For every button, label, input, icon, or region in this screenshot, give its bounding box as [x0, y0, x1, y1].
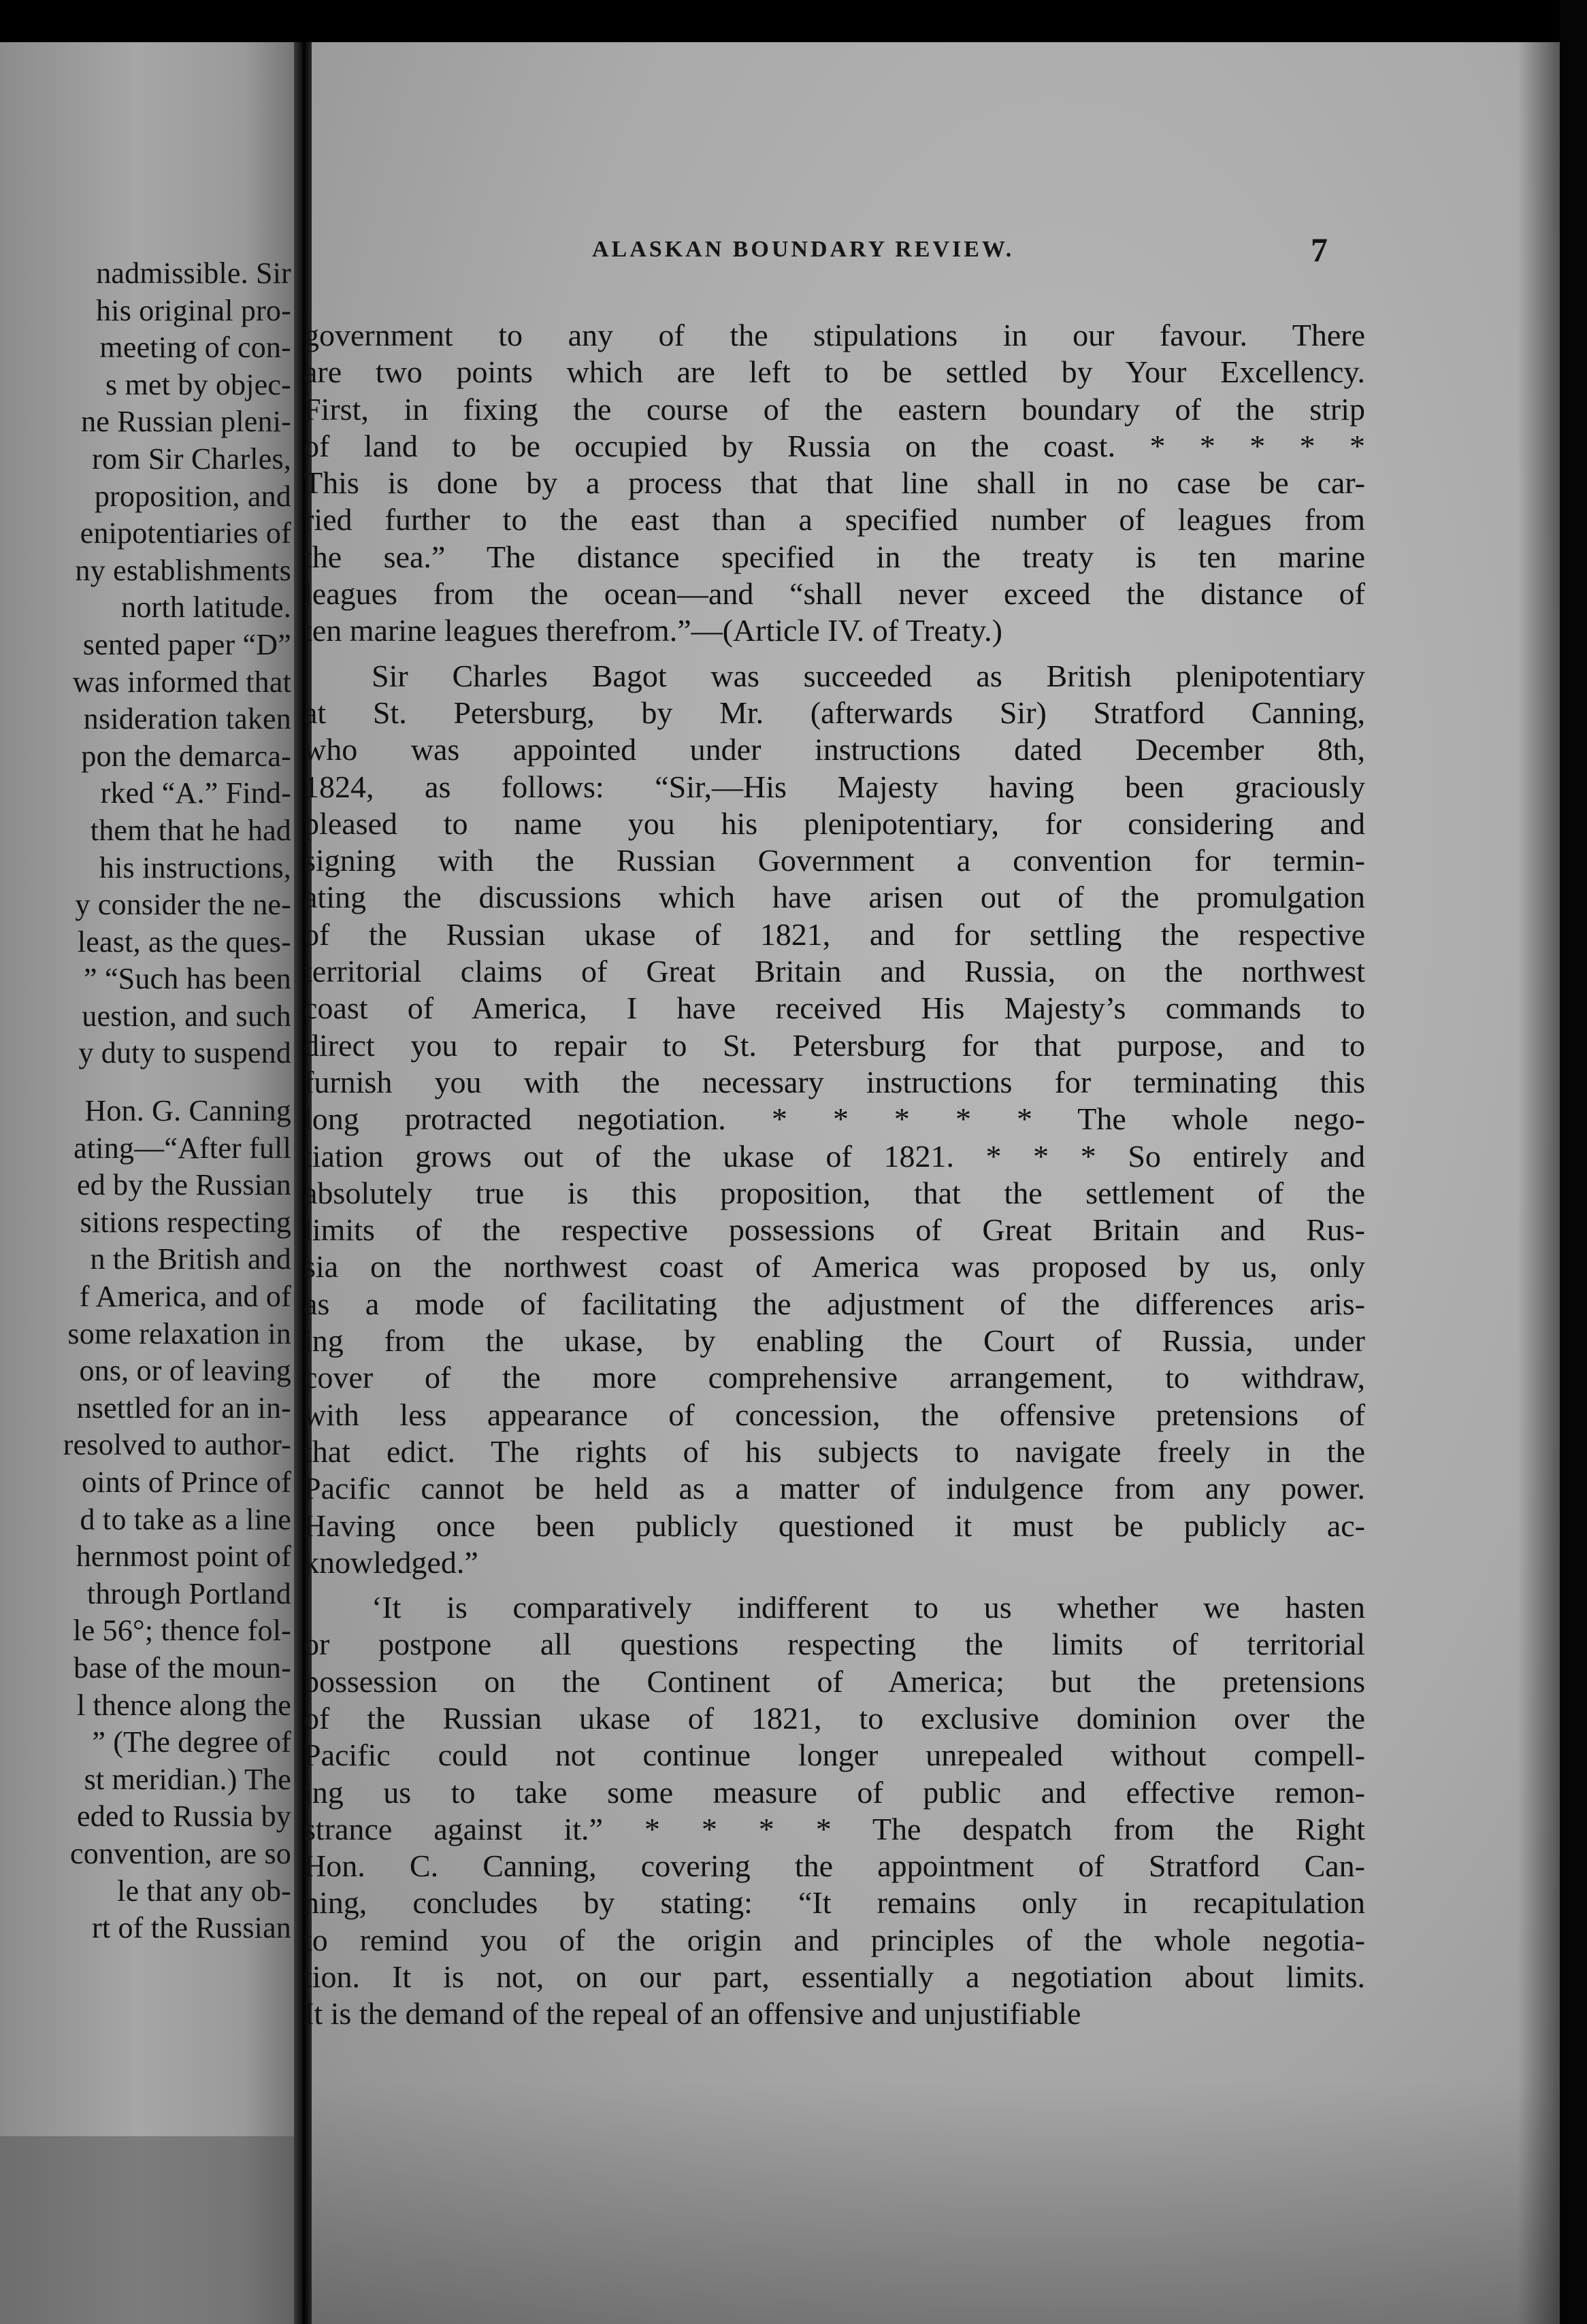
body-text-line: ‘It is comparatively indifferent to us whether we hasten	[372, 1590, 1365, 1625]
body-text-line: ating the discussions which have arisen out of the promulgation	[304, 880, 1365, 915]
body-text-line: tiation grows out of the ukase of 1821. * * * So entirely and	[304, 1138, 1365, 1174]
body-text-line: the sea.” The distance specified in the treaty is ten marine	[304, 539, 1365, 574]
left-text-line: was informed that	[72, 665, 291, 699]
paragraph-gap	[304, 1581, 1365, 1589]
bottom-shadow	[312, 2082, 1560, 2324]
body-text-line: with less appearance of concession, the offensive pretensions of	[304, 1397, 1365, 1432]
body-text-line: as a mode of facilitating the adjustment of the differences aris-	[304, 1286, 1365, 1321]
body-text-line: pleased to name you his plenipotentiary, for considering and	[304, 806, 1365, 841]
scan-border-top	[0, 0, 1587, 42]
body-text-line: First, in fixing the course of the eastern boundary of the strip	[304, 391, 1365, 427]
left-text-line: ons, or of leaving	[79, 1354, 291, 1388]
body-text-line: leagues from the ocean—and “shall never exceed the distance of	[304, 576, 1365, 612]
body-text-line: coast of America, I have received His Majesty’s commands to	[304, 991, 1365, 1026]
left-text-line: ” “Such has been	[84, 962, 291, 996]
left-text-line: meeting of con-	[99, 331, 291, 365]
body-text-line: are two points which are left to be settled by Your Excellency.	[304, 354, 1365, 390]
left-text-line: n the British and	[90, 1242, 291, 1276]
left-text-line: y consider the ne-	[75, 888, 291, 922]
left-text-line: f America, and of	[79, 1280, 291, 1314]
left-text-line: sented paper “D”	[82, 627, 291, 661]
body-text-line: of the Russian ukase of 1821, to exclusive dominion over the	[304, 1700, 1365, 1736]
body-text-line: strance against it.” * * * * The despatch from the Right	[304, 1811, 1365, 1846]
left-text-line: his instructions,	[99, 850, 291, 884]
body-text-line: absolutely true is this proposition, that the settlement of the	[304, 1175, 1365, 1210]
left-text-line: rom Sir Charles,	[92, 442, 291, 476]
left-text-line: le that any ob-	[117, 1874, 291, 1908]
left-text-line: y duty to suspend	[78, 1036, 291, 1070]
body-text-line: long protracted negotiation. * * * * * The whole nego-	[304, 1101, 1365, 1137]
body-text-line: ing us to take some measure of public and effective remon-	[304, 1774, 1365, 1810]
body-text-line: possession on the Continent of America; but the pretensions	[304, 1663, 1365, 1699]
left-text-line: rked “A.” Find-	[100, 776, 291, 810]
body-text-line: tion. It is not, on our part, essentially a negotiation about limits.	[304, 1959, 1365, 1995]
body-text-line: ning, concludes by stating: “It remains only in recapitulation	[304, 1885, 1365, 1921]
left-text-line: convention, are so	[70, 1836, 291, 1870]
left-text-line: some relaxation in	[67, 1316, 291, 1350]
left-text-line: d to take as a line	[80, 1502, 291, 1536]
body-text-line: ing from the ukase, by enabling the Court of Russia, under	[304, 1323, 1365, 1359]
body-text-line: sia on the northwest coast of America was proposed by us, only	[304, 1249, 1365, 1284]
left-text-line: eded to Russia by	[76, 1799, 291, 1833]
left-text-line: uestion, and such	[82, 999, 291, 1033]
body-text-line: ried further to the east than a specified number of leagues from	[304, 502, 1365, 537]
running-head: ALASKAN BOUNDARY REVIEW.	[592, 237, 1015, 262]
body-text-line: Pacific could not continue longer unrepealed without compell-	[304, 1738, 1365, 1773]
body-text-line: 1824, as follows: “Sir,—His Majesty having been graciously	[304, 769, 1365, 804]
left-text-line: least, as the ques-	[77, 925, 291, 959]
left-text-line: north latitude.	[121, 591, 291, 625]
right-page-text-column	[304, 317, 1365, 2033]
left-text-line: ” (The degree of	[92, 1725, 291, 1759]
left-page-shadow	[0, 2136, 305, 2324]
body-text-line: of the Russian ukase of 1821, and for settling the respective	[304, 916, 1365, 952]
body-text-line: to remind you of the origin and principles of the whole negotia-	[304, 1922, 1365, 1957]
page-number: 7	[1311, 231, 1328, 269]
left-text-line: sitions respecting	[80, 1205, 291, 1239]
left-text-line: his original pro-	[96, 293, 291, 327]
left-text-line: nadmissible. Sir	[96, 256, 291, 290]
body-text-line: or postpone all questions respecting the limits of territorial	[304, 1627, 1365, 1662]
left-text-line: le 56°; thence fol-	[73, 1614, 291, 1648]
body-text-line: that edict. The rights of his subjects to navigate freely in the	[304, 1433, 1365, 1469]
body-text-line: who was appointed under instructions dated December 8th,	[304, 732, 1365, 767]
body-text-line: at St. Petersburg, by Mr. (afterwards Sir) Stratford Canning,	[304, 695, 1365, 730]
left-text-line: rt of the Russian	[91, 1911, 291, 1945]
scan-border-right	[1560, 0, 1587, 2324]
body-text-line: limits of the respective possessions of Great Britain and Rus-	[304, 1212, 1365, 1248]
left-text-line: them that he had	[90, 813, 291, 847]
left-text-line: pon the demarca-	[81, 739, 291, 773]
body-text-line: Having once been publicly questioned it must be publicly ac-	[304, 1508, 1365, 1543]
left-text-line: base of the moun-	[73, 1650, 291, 1684]
left-text-line: ating—“After full	[73, 1131, 291, 1165]
body-text-line: cover of the more comprehensive arrangement, to withdraw,	[304, 1360, 1365, 1395]
left-page-text-column	[0, 255, 291, 1947]
left-text-line: st meridian.) The	[84, 1762, 291, 1796]
body-text-line: signing with the Russian Government a convention for termin-	[304, 843, 1365, 878]
body-text-line: Sir Charles Bagot was succeeded as British plenipotentiary	[372, 658, 1365, 693]
left-text-line: Hon. G. Canning	[84, 1094, 291, 1128]
paragraph-gap	[0, 1072, 291, 1093]
left-text-line: nsideration taken	[83, 702, 291, 736]
left-text-line: proposition, and	[94, 479, 291, 513]
left-text-line: nsettled for an in-	[76, 1391, 291, 1425]
body-text-line: government to any of the stipulations in our favour. There	[304, 318, 1365, 352]
left-text-line: ne Russian pleni-	[81, 405, 291, 439]
left-text-line: through Portland	[86, 1576, 291, 1610]
left-text-line: hernmost point of	[76, 1540, 291, 1574]
body-text-line: Hon. C. Canning, covering the appointment of Stratford Can-	[304, 1848, 1365, 1884]
left-text-line: s met by objec-	[105, 367, 291, 401]
body-text-line: territorial claims of Great Britain and Russia, on the northwest	[304, 954, 1365, 989]
left-text-line: oints of Prince of	[82, 1465, 291, 1499]
left-text-line: ny establishments	[75, 553, 291, 587]
body-text-line: direct you to repair to St. Petersburg for that purpose, and to	[304, 1027, 1365, 1063]
body-text-line: This is done by a process that that line shall in no case be car-	[304, 465, 1365, 501]
left-text-line: enipotentiaries of	[80, 516, 291, 550]
right-page-edge-shadow	[1518, 42, 1560, 2324]
body-text-line: knowledged.”	[304, 1544, 478, 1580]
left-text-line: ed by the Russian	[76, 1168, 291, 1202]
body-text-line: It is the demand of the repeal of an offensive and unjustifiable	[304, 1996, 1081, 2031]
body-text-line: ten marine leagues therefrom.”—(Article IV. of Treaty.)	[304, 613, 1002, 648]
paragraph-gap	[304, 650, 1365, 658]
body-text-line: Pacific cannot be held as a matter of indulgence from any power.	[304, 1471, 1365, 1506]
body-text-line: of land to be occupied by Russia on the coast. * * * * *	[304, 428, 1365, 463]
left-text-line: resolved to author-	[63, 1428, 291, 1462]
body-text-line: furnish you with the necessary instructions for terminating this	[304, 1064, 1365, 1099]
left-text-line: l thence along the	[76, 1688, 291, 1722]
